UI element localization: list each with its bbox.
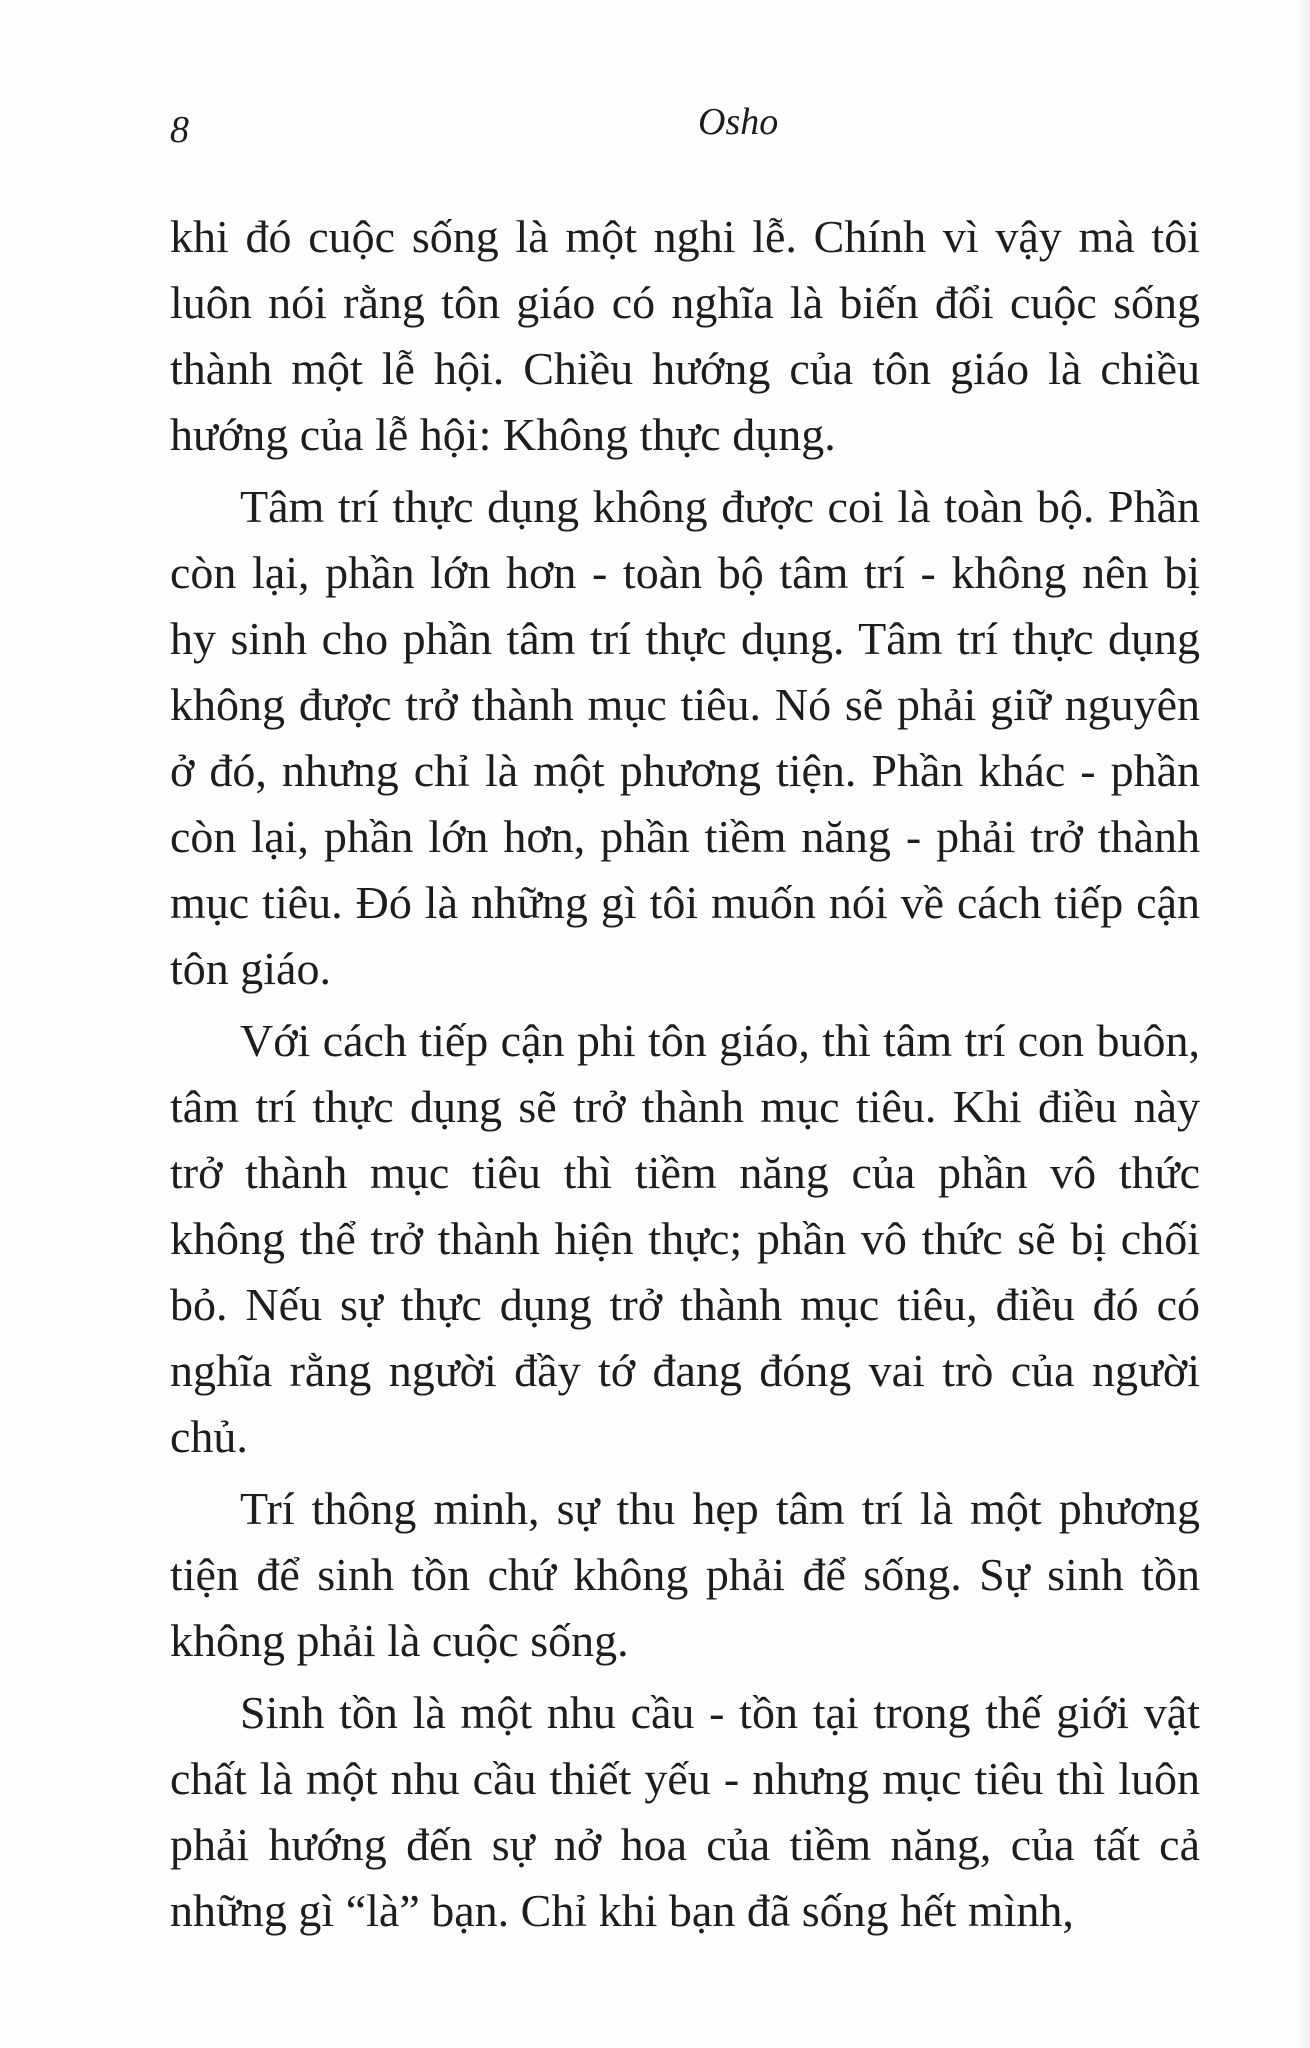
paragraph: Trí thông minh, sự thu hẹp tâm trí là một phương tiện để sinh tồn chứ không phải để sống. Sự sinh tồn không phải là cuộc sống. bbox=[170, 1483, 1200, 1666]
running-head bbox=[170, 100, 1200, 160]
paragraph: khi đó cuộc sống là một nghi lễ. Chính vì vậy mà tôi luôn nói rằng tôn giáo có nghĩa là biến đổi cuộc sống thành một lễ hội. Chiều hướng của tôn giáo là chiều hướng của lễ hội: Không thực dụng. bbox=[170, 211, 1200, 460]
paragraph: Sinh tồn là một nhu cầu - tồn tại trong thế giới vật chất là một nhu cầu thiết yếu - nhưng mục tiêu thì luôn phải hướng đến sự nở hoa của tiềm năng, của tất cả những gì “là” bạn. Chỉ khi bạn đã sống hết mình, bbox=[170, 1687, 1200, 1936]
body-text bbox=[170, 204, 1200, 1950]
book-title: Osho bbox=[698, 101, 779, 143]
page-number: 8 bbox=[170, 109, 189, 151]
page-edge-shadow bbox=[1296, 0, 1310, 2048]
paragraph: Với cách tiếp cận phi tôn giáo, thì tâm trí con buôn, tâm trí thực dụng sẽ trở thành mục tiêu. Khi điều này trở thành mục tiêu thì tiềm năng của phần vô thức không thể trở thành hiện thực; phần vô thức sẽ bị chối bỏ. Nếu sự thực dụng trở thành mục tiêu, điều đó có nghĩa rằng người đầy tớ đang đóng vai trò của người chủ. bbox=[170, 1015, 1200, 1462]
paragraph: Tâm trí thực dụng không được coi là toàn bộ. Phần còn lại, phần lớn hơn - toàn bộ tâm trí - không nên bị hy sinh cho phần tâm trí thực dụng. Tâm trí thực dụng không được trở thành mục tiêu. Nó sẽ phải giữ nguyên ở đó, nhưng chỉ là một phương tiện. Phần khác - phần còn lại, phần lớn hơn, phần tiềm năng - phải trở thành mục tiêu. Đó là những gì tôi muốn nói về cách tiếp cận tôn giáo. bbox=[170, 481, 1200, 994]
